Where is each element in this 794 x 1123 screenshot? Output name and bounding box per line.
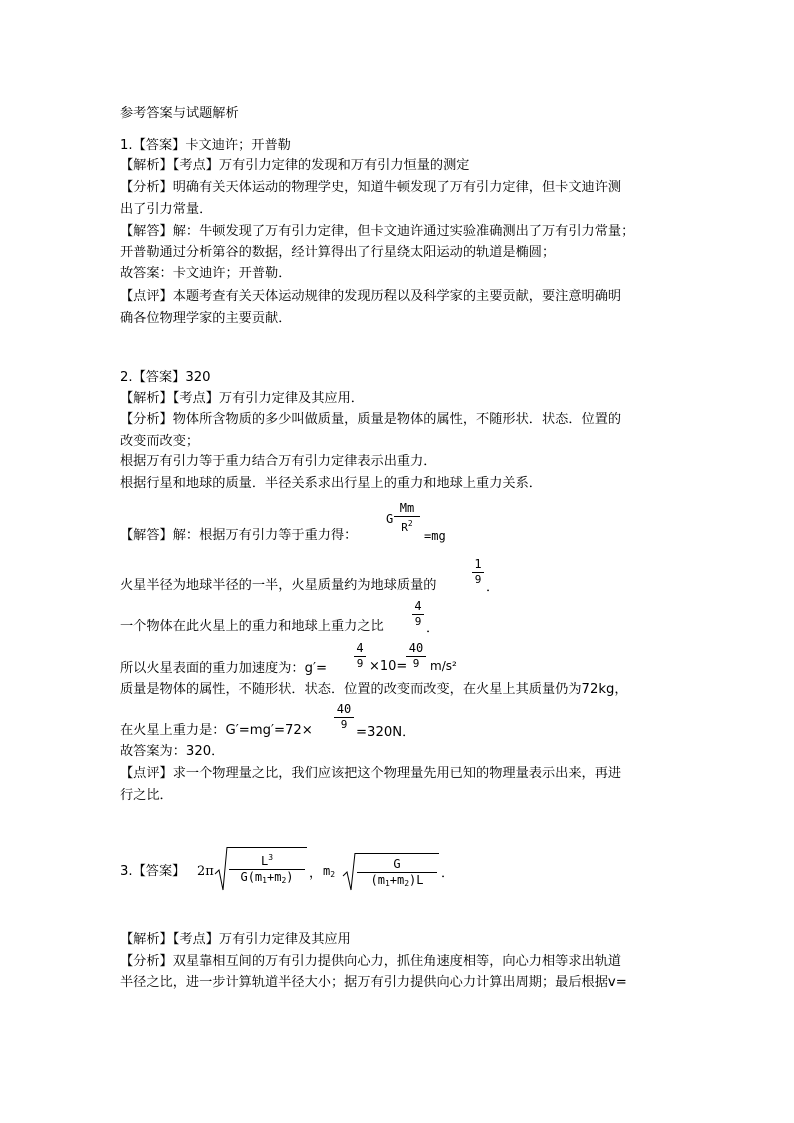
q3-fenxi-line1: 【分析】双星靠相互间的万有引力提供向心力，抓住角速度相等，向心力相等求出轨道 — [120, 954, 622, 969]
sqrt-bar — [355, 853, 439, 854]
q2-fenxi-line1: 【分析】物体所含物质的多少叫做质量，质量是物体的属性，不随形状．状态．位置的 — [120, 412, 622, 427]
q1-fenxi-line1: 【分析】明确有关天体运动的物理学史，知道牛顿发现了万有引力定律，但卡文迪许测 — [120, 180, 622, 195]
q1-dianping-line2: 确各位物理学家的主要贡献． — [120, 311, 292, 326]
q3-answer-label: 3.【答案】 — [120, 864, 186, 879]
q3-fraction2 — [357, 856, 437, 891]
q2-ratio-text: 一个物体在此火星上的重力和地球上重力之比 — [120, 619, 384, 634]
q1-jiexi: 【解析】【考点】万有引力定律的发现和万有引力恒量的测定 — [120, 158, 470, 173]
q3-f2-den-close: )L — [409, 873, 424, 887]
q1-jieda-line3: 故答案：卡文迪许；开普勒． — [120, 266, 292, 281]
q2-ratio-fraction — [412, 598, 424, 629]
q2-weight-suffix: =320N． — [356, 725, 416, 740]
q2-mars-period: ． — [486, 580, 500, 595]
q3-f2-den-sub1: 1 — [384, 879, 390, 888]
q3-f1-den-close: ) — [286, 870, 294, 884]
q3-two-pi: 2π — [197, 864, 214, 879]
q3-end-period: ． — [441, 866, 455, 881]
sqrt-icon — [342, 852, 356, 892]
q3-comma: ， — [309, 866, 323, 881]
sqrt-icon — [214, 846, 228, 892]
q2-accel-fraction1 — [354, 640, 366, 671]
q2-weight-num: 40 — [336, 702, 352, 716]
q2-jieda-fraction-num: Mm — [399, 501, 415, 515]
q2-jieda-prefix: 【解答】解：根据万有引力等于重力得： — [120, 528, 358, 543]
q2-mass-line: 质量是物体的属性，不随形状．状态．位置的改变而改变，在火星上其质量仍为72kg， — [120, 682, 628, 697]
q2-accel-den1: 9 — [356, 657, 364, 670]
q2-fenxi-line4: 根据行星和地球的质量．半径关系求出行星上的重力和地球上重力关系． — [120, 476, 542, 491]
q3-f2-den-sub2: 2 — [404, 879, 410, 888]
q2-weight-text: 在火星上重力是：G′=mg′=72× — [120, 723, 313, 738]
q2-ratio-num: 4 — [414, 599, 422, 613]
q2-accel-den2: 9 — [412, 657, 420, 670]
q2-ratio-den: 9 — [414, 615, 422, 628]
q3-f2-den-a: (m — [370, 873, 385, 887]
q2-mars-mass-num: 1 — [474, 557, 482, 571]
q3-f2-num: G — [393, 857, 401, 871]
q3-f1-num-L: L — [260, 854, 269, 868]
q2-answer: 2.【答案】320 — [120, 370, 211, 385]
q2-accel-num1: 4 — [356, 641, 364, 655]
q3-f1-den-plus: +m — [267, 870, 282, 884]
q3-f1-num — [229, 850, 305, 869]
q3-m2 — [323, 864, 335, 879]
sqrt-bar — [227, 847, 307, 848]
q3-m2-sub: 2 — [330, 870, 336, 879]
q1-answer: 1.【答案】卡文迪许；开普勒 — [120, 138, 291, 153]
q2-conclusion: 故答案为：320． — [120, 744, 225, 759]
q3-f1-den-sub2: 2 — [281, 876, 287, 885]
q2-weight-den: 9 — [340, 718, 348, 731]
q2-dianping-line1: 【点评】求一个物理量之比，我们应该把这个物理量先用已知的物理量表示出来，再进 — [120, 766, 622, 781]
q3-f2-den-plus: +m — [389, 873, 405, 887]
q1-jieda-line2: 开普勒通过分析第谷的数据，经计算得出了行星绕太阳运动的轨道是椭圆； — [120, 245, 556, 260]
q2-mars-mass-fraction — [472, 556, 484, 587]
q1-fenxi-line2: 出了引力常量． — [120, 202, 213, 217]
q2-jieda-fraction — [394, 500, 420, 535]
q2-fenxi-line3: 根据万有引力等于重力结合万有引力定律表示出重力． — [120, 454, 437, 469]
q2-jieda-G: G — [386, 512, 394, 526]
q3-m2-m: m — [323, 864, 331, 878]
q1-jieda-line1: 【解答】解：牛顿发现了万有引力定律，但卡文迪许通过实验准确测出了万有引力常量； — [120, 224, 635, 239]
q2-accel-mid: ×10= — [369, 659, 408, 674]
q2-jieda-suffix: =mg — [424, 529, 446, 543]
q2-accel-text: 所以火星表面的重力加速度为：g′= — [120, 661, 328, 676]
q2-jieda-den-R: R — [401, 521, 408, 534]
q2-mars-radius-text: 火星半径为地球半径的一半，火星质量约为地球质量的 — [120, 578, 437, 593]
q2-mars-mass-den: 9 — [474, 573, 482, 586]
page-title: 参考答案与试题解析 — [120, 106, 239, 121]
q3-f1-den — [229, 870, 305, 888]
q2-weight-fraction — [334, 701, 354, 732]
q2-jieda-den-sup: 2 — [407, 519, 413, 528]
q2-fenxi-line2: 改变而改变； — [120, 434, 200, 449]
q2-dianping-line2: 行之比． — [120, 788, 173, 803]
q1-dianping-line1: 【点评】本题考查有关天体运动规律的发现历程以及科学家的主要贡献，要注意明确明 — [120, 289, 622, 304]
q3-f1-den-a: G(m — [240, 870, 263, 884]
q2-accel-num2: 40 — [408, 641, 424, 655]
q3-fraction1 — [229, 850, 305, 888]
q2-accel-unit: m/s² — [430, 659, 457, 673]
q2-accel-fraction2 — [406, 640, 426, 671]
q3-jiexi: 【解析】【考点】万有引力定律及其应用 — [120, 932, 351, 947]
q3-f1-den-sub1: 1 — [262, 876, 267, 885]
q3-f2-den — [357, 873, 437, 891]
q3-fenxi-line2: 半径之比，进一步计算轨道半径大小；据万有引力提供向心力计算出周期；最后根据v= — [120, 975, 627, 990]
q3-f1-num-sup: 3 — [268, 853, 274, 862]
q2-jiexi: 【解析】【考点】万有引力定律及其应用． — [120, 391, 364, 406]
q2-ratio-period: ． — [426, 621, 440, 636]
q2-jieda-fraction-den — [394, 517, 420, 535]
